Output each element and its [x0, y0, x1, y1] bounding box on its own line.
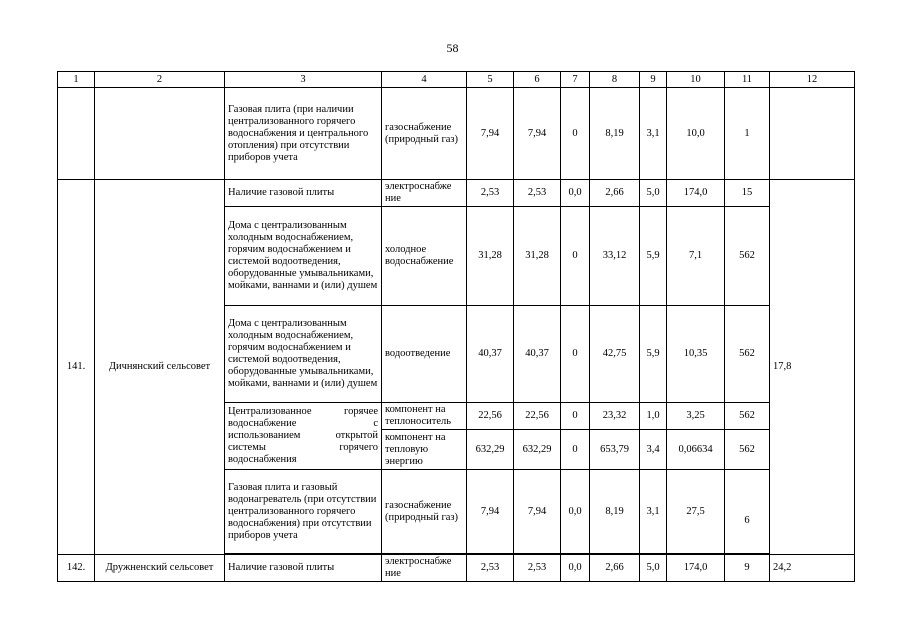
value-cell: 3,25: [667, 403, 725, 430]
service-cell: компонент на теплоноситель: [382, 403, 467, 430]
page-number: 58: [446, 41, 459, 55]
value-cell: 2,66: [590, 180, 640, 207]
value-cell: 5,0: [640, 555, 667, 582]
value-cell: 2,53: [467, 180, 514, 207]
header-cell: 1: [58, 72, 95, 88]
number-cell: 141.: [58, 180, 95, 555]
value-cell: 5,0: [640, 180, 667, 207]
header-cell: 2: [95, 72, 225, 88]
value-cell: 0: [561, 88, 590, 180]
value-cell: 33,12: [590, 207, 640, 306]
value-cell: 9: [725, 555, 770, 582]
settlement-cell: Дичнянский сельсовет: [95, 180, 225, 555]
value-cell: 6: [725, 470, 770, 554]
value-cell: 22,56: [467, 403, 514, 430]
table-row: [58, 180, 855, 207]
value-cell: 31,28: [514, 207, 561, 306]
value-cell: 0: [561, 430, 590, 470]
value-cell: 562: [725, 207, 770, 306]
table-row: [58, 88, 855, 180]
service-cell: водоотведение: [382, 306, 467, 403]
header-row: [58, 72, 855, 88]
settlement-cell: [95, 88, 225, 180]
value-cell: 7,94: [467, 470, 514, 554]
value-cell: 0,0: [561, 180, 590, 207]
value-cell: 8,19: [590, 88, 640, 180]
value-cell: 174,0: [667, 180, 725, 207]
header-cell: 8: [590, 72, 640, 88]
value-cell: 562: [725, 403, 770, 430]
header-cell: 3: [225, 72, 382, 88]
value-cell: 0: [561, 403, 590, 430]
header-cell: 6: [514, 72, 561, 88]
service-cell: холодное водоснабжение: [382, 207, 467, 306]
number-cell: [58, 88, 95, 180]
value-cell: 40,37: [467, 306, 514, 403]
value-cell: 2,53: [467, 555, 514, 582]
description-cell: Дома с централизованным холодным водоснабжением, горячим водоснабжением и системой водоотведения, оборудованные умывальниками, мойками, ваннами и (или) душем: [225, 207, 382, 306]
value-cell: 632,29: [514, 430, 561, 470]
value-cell: 2,53: [514, 555, 561, 582]
value-cell: 0,0: [561, 470, 590, 554]
value-cell: 5,9: [640, 207, 667, 306]
value-cell: 3,1: [640, 470, 667, 554]
description-cell: Газовая плита и газовый водонагреватель (при отсутствии централизованного горячего водоснабжения) при отсутствии приборов учета: [225, 470, 382, 554]
value-cell: 5,9: [640, 306, 667, 403]
value-cell: 10,0: [667, 88, 725, 180]
value-cell: 31,28: [467, 207, 514, 306]
settlement-cell: Дружненский сельсовет: [95, 555, 225, 582]
header-cell: 4: [382, 72, 467, 88]
total-cell: [770, 88, 855, 180]
service-cell: газоснабжение (природный газ): [382, 470, 467, 554]
value-cell: 2,53: [514, 180, 561, 207]
description-cell: Централизованное горячее водоснабжение с использованием открытой системы горячего водоснабжения: [225, 403, 382, 470]
service-cell: электроснабже ние: [382, 180, 467, 207]
value-cell: 0,0: [561, 555, 590, 582]
header-cell: 12: [770, 72, 855, 88]
value-cell: 15: [725, 180, 770, 207]
value-cell: 40,37: [514, 306, 561, 403]
service-cell: компонент на тепловую энергию: [382, 430, 467, 470]
value-cell: 7,1: [667, 207, 725, 306]
value-cell: 42,75: [590, 306, 640, 403]
value-cell: 1: [725, 88, 770, 180]
description-cell: Наличие газовой плиты: [225, 555, 382, 582]
value-cell: 653,79: [590, 430, 640, 470]
value-cell: 23,32: [590, 403, 640, 430]
value-cell: 2,66: [590, 555, 640, 582]
value-cell: 7,94: [514, 88, 561, 180]
value-cell: 632,29: [467, 430, 514, 470]
total-cell: 17,8: [770, 180, 855, 555]
number-cell: 142.: [58, 555, 95, 582]
header-cell: 10: [667, 72, 725, 88]
value-cell: 562: [725, 430, 770, 470]
total-cell: 24,2: [770, 555, 855, 582]
value-cell: 7,94: [514, 470, 561, 554]
value-cell: 0: [561, 306, 590, 403]
service-cell: электроснабже ние: [382, 555, 467, 582]
tariff-table: [57, 71, 855, 582]
value-cell: 3,4: [640, 430, 667, 470]
value-cell: 3,1: [640, 88, 667, 180]
value-cell: 1,0: [640, 403, 667, 430]
value-cell: 10,35: [667, 306, 725, 403]
value-cell: 0,06634: [667, 430, 725, 470]
value-cell: 7,94: [467, 88, 514, 180]
description-cell: Дома с централизованным холодным водоснабжением, горячим водоснабжением и системой водоотведения, оборудованные умывальниками, мойками, ваннами и (или) душем: [225, 306, 382, 403]
table-row: [58, 555, 855, 582]
value-cell: 562: [725, 306, 770, 403]
value-cell: 27,5: [667, 470, 725, 554]
header-cell: 11: [725, 72, 770, 88]
header-cell: 5: [467, 72, 514, 88]
description-cell: Наличие газовой плиты: [225, 180, 382, 207]
header-cell: 7: [561, 72, 590, 88]
value-cell: 0: [561, 207, 590, 306]
service-cell: газоснабжение (природный газ): [382, 88, 467, 180]
header-cell: 9: [640, 72, 667, 88]
value-cell: 8,19: [590, 470, 640, 554]
value-cell: 174,0: [667, 555, 725, 582]
value-cell: 22,56: [514, 403, 561, 430]
description-cell: Газовая плита (при наличии централизованного горячего водоснабжения и центрального отопления) при отсутствии приборов учета: [225, 88, 382, 180]
